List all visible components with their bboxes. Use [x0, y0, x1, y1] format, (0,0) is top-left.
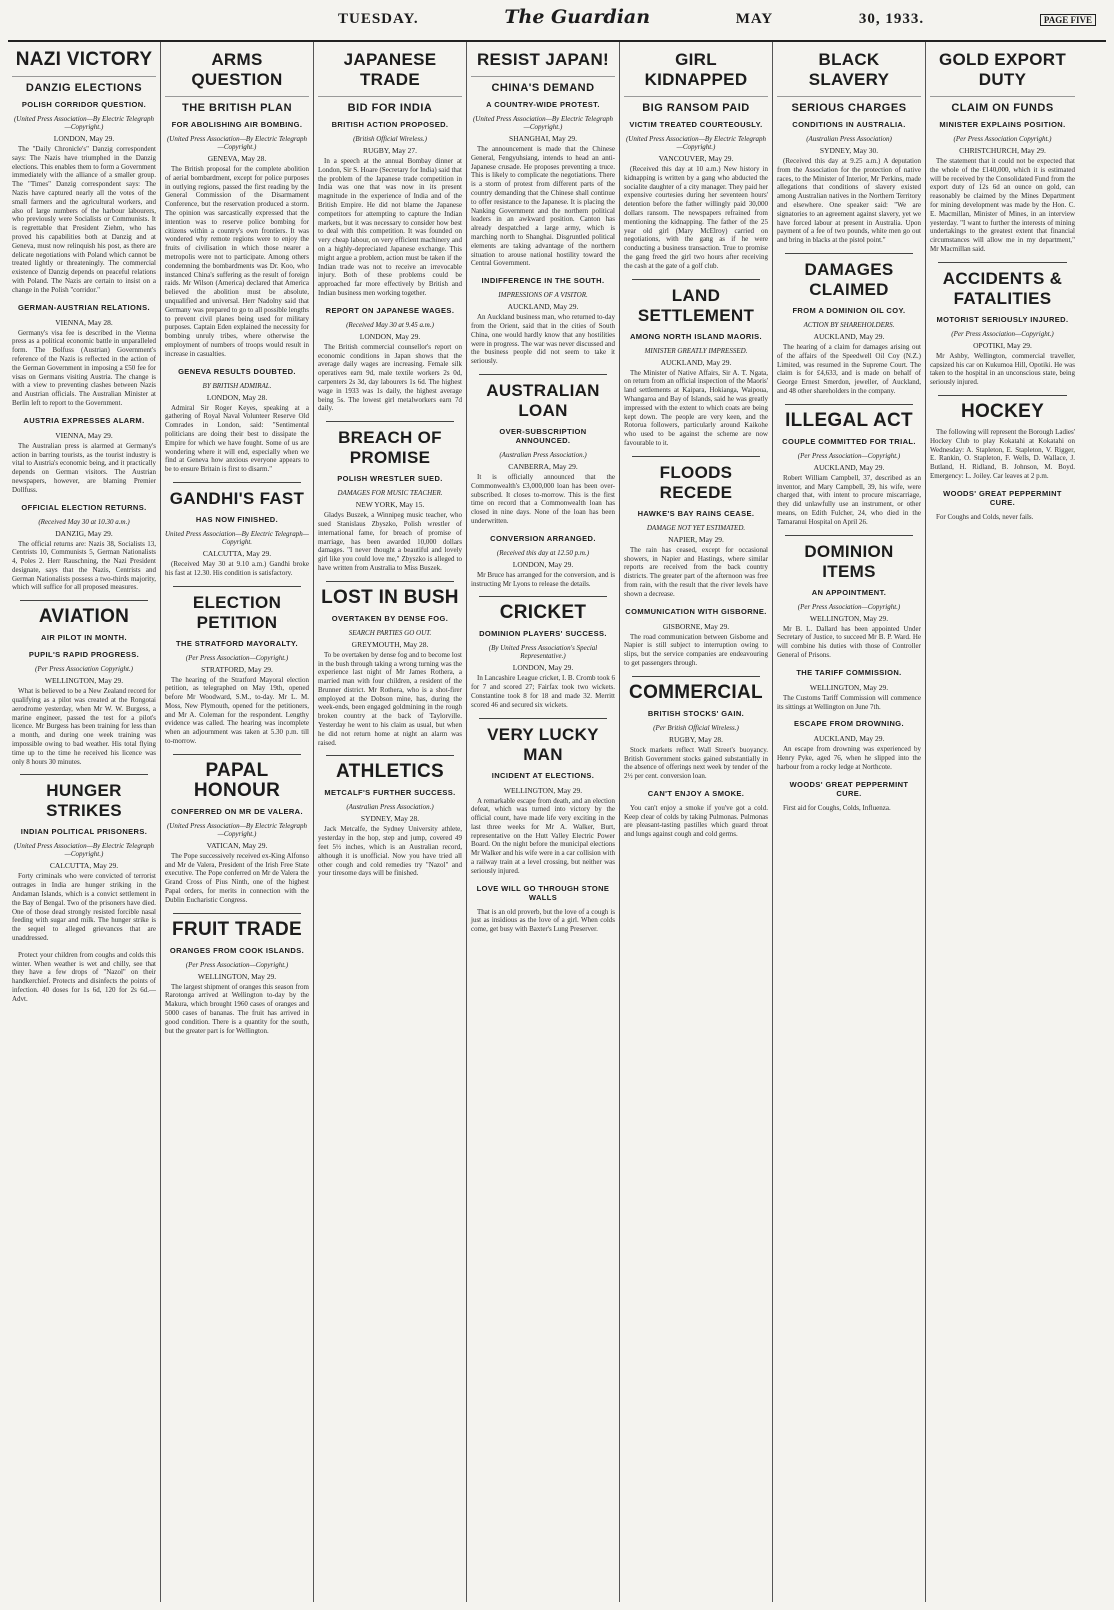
story-kicker: MOTORIST SERIOUSLY INJURED. [936, 314, 1069, 324]
story-kicker: A COUNTRY-WIDE PROTEST. [486, 100, 600, 109]
story-body: (Received May 30 at 9.10 a.m.) Gandhi broke his fast at 12.30. His condition is satisfactory. [165, 559, 309, 577]
story-kicker: CONFERRED ON MR DE VALERA. [171, 806, 303, 816]
story-divider [173, 913, 301, 914]
story-body: The Minister of Native Affairs, Sir A. T. Ngata, on return from an official inspection of the Maoris' land settlements at Kaipara, Hokianga, Waipoua, Whangaroa and Bay of Islands, said he was greatly impressed with the extent to which coats are being kept down. The people are very keen, and the Rotorua followers, particularly around Kaikohe who used to be against the scheme are now favourable to it. [624, 368, 768, 447]
story-dateline: OPOTIKI, May 29. [973, 340, 1032, 350]
story-headline: PAPAL HONOUR [193, 759, 281, 801]
news-story [12, 503, 156, 593]
story-body: It is officially announced that the Commonwealth's £3,000,000 loan has been over-subscribed. It closes to-morrow. This is the first time on record that a Commonwealth loan has closed in nine days. None of the loan has been underwritten. [471, 472, 615, 525]
story-headline: NAZI VICTORY [15, 49, 153, 70]
story-dateline: GENEVA, May 28. [207, 154, 267, 163]
story-credit: (Received May 30 at 10.30 a.m.) [38, 517, 130, 526]
story-dateline: WELLINGTON, May 29. [809, 682, 889, 692]
story-dateline: LONDON, May 29. [359, 331, 421, 341]
story-body: An escape from drowning was experienced by Henry Pyke, aged 76, when he slipped into the harbour from a rocky ledge at Northcote. [777, 745, 921, 771]
story-divider [173, 586, 301, 587]
story-body: Admiral Sir Roger Keyes, speaking at a gathering of Royal Naval Volunteer Reserve Old Comrades in London, said: "Sentimental politicians are doing their best to dissipate the Empire for which we have fought. Some of us are wondering where it will end, especially when we find at Geneva how anxious everyone appears to be to ensure Britain is first to disarm." [165, 403, 309, 474]
story-credit: (Received this day at 12.50 p.m.) [496, 548, 590, 557]
story-kicker: CONDITIONS IN AUSTRALIA. [792, 120, 906, 129]
news-story [777, 535, 921, 660]
story-headline: VERY LUCKY MAN [487, 724, 599, 764]
story-dateline: LONDON, May 29. [53, 134, 115, 143]
story-dateline: AUCKLAND, May 29. [813, 331, 885, 341]
story-kicker: AIR PILOT IN MONTH. [41, 633, 127, 643]
story-dateline: GISBORNE, May 29. [662, 621, 730, 631]
story-credit: (Australian Press Association.) [499, 450, 587, 459]
story-kicker: OVER-SUBSCRIPTION ANNOUNCED. [499, 426, 587, 445]
story-dateline: WELLINGTON, May 29. [503, 785, 583, 795]
news-story [318, 755, 462, 878]
story-credit: (Australian Press Association) [806, 135, 892, 143]
story-divider [938, 262, 1067, 263]
news-story [318, 50, 462, 298]
story-kicker: HAS NOW FINISHED. [195, 514, 279, 524]
news-story [777, 253, 921, 396]
story-dateline: VANCOUVER, May 29. [658, 154, 734, 163]
story-body: The "Daily Chronicle's" Danzig correspondent says: The Nazis have triumphed in the Danzig elections. This enables them to form a Government immediately with the alliance of a smaller group. The "Times" Danzig correspondent says: The Nazis have captured nearly all the votes of the small farmers and the agricultural workers, and also of large numbers of the harbour labourers, who previously were Socialists or Communists. It is regrettable that President Ziehm, who has proved his capabilities both at Danzig and at Geneva, must now relinquish his post, as there are delicate negotiations with Poland which cannot be treated lightly or threateningly. The commercial existence of Danzig depends on peaceful relations with Poland. The Nazis are certain to insist on a change in the Polish "corridor." [12, 145, 156, 294]
story-dateline: WELLINGTON, May 29. [44, 676, 124, 686]
story-body: The Australian press is alarmed at Germany's action in barring tourists, as the tourist industry is vital to Austria's economic being, and it practically depends on German visitors. The Austrian newspapers, however, are blaming Premier Dollfuss. [12, 441, 156, 494]
story-dateline: CANBERRA, May 29. [508, 461, 578, 471]
column-6 [773, 42, 926, 1602]
story-kicker: INDIAN POLITICAL PRISONERS. [20, 827, 148, 837]
column-1 [8, 42, 161, 1602]
story-headline: ILLEGAL ACT [785, 409, 913, 431]
story-kicker: HAWKE'S BAY RAINS CEASE. [637, 508, 755, 518]
story-kicker: POLISH WRESTLER SUED. [337, 474, 443, 484]
news-story [777, 404, 921, 527]
story-body: The Customs Tariff Commission will commence its sittings at Wellington on June 7th. [777, 693, 921, 711]
masthead-day: TUESDAY. [338, 11, 419, 27]
story-dateline: RUGBY, May 27. [362, 146, 418, 155]
story-kicker: AMONG NORTH ISLAND MAORIS. [629, 331, 763, 341]
story-body: The official returns are: Nazis 38, Socialists 13, Centrists 10, Communists 5, German Nationalists 4, Poles 2. Herr Rauschning, the Nazi President designate, says that the Nazis, Centrists and German Nationalists possess a two-thirds majority, which will suffice for all proposed measures. [12, 539, 156, 592]
column-3 [314, 42, 467, 1602]
story-divider [479, 718, 607, 719]
news-story [624, 456, 768, 599]
story-credit: DAMAGE NOT YET ESTIMATED. [646, 523, 746, 532]
story-kicker: OFFICIAL ELECTION RETURNS. [21, 502, 147, 512]
story-credit: (United Press Association—By Electric Telegraph—Copyright.) [166, 821, 308, 838]
story-kicker: REPORT ON JAPANESE WAGES. [325, 305, 455, 315]
news-story [930, 50, 1075, 254]
story-headline: ARMS QUESTION [191, 50, 283, 89]
story-kicker: CAN'T ENJOY A SMOKE. [647, 788, 745, 798]
story-credit: (United Press Association—By Electric Telegraph—Copyright.) [625, 135, 767, 151]
news-story [777, 719, 921, 771]
story-divider [173, 482, 301, 483]
story-credit: (Per Press Association Copyright.) [953, 135, 1052, 143]
story-dateline: CHRISTCHURCH, May 29. [959, 146, 1046, 155]
story-headline: GANDHI'S FAST [169, 488, 305, 508]
story-body: In a speech at the annual Bombay dinner at London, Sir S. Hoare (Secretary for India) said that the problem of the Japanese trade competition in India was one that was now in its present magnitude in the experience of India and of the British Empire. He did not blame the Japanese competitors for attempting to capture the Indian markets, but it was necessary to consider how best to deal with this competition. It was founded on very cheap labour, on very efficient machinery and on a highly-depreciated Japanese exchange. This might argue a problem, action must be taken if the Indian trade was not to receive an irrevocable injury. Both of these problems could be approached far more effectively by British and Indian business men working together. [318, 157, 462, 297]
story-body: That is an old proverb, but the love of a cough is just as insidious as the love of a girl. When colds come, get busy with Baxter's Lung Preserver. [471, 907, 615, 934]
story-headline: COMMERCIAL [629, 681, 763, 703]
story-dateline: CALCUTTA, May 29. [49, 861, 119, 871]
story-credit: (Per Press Association—Copyright.) [185, 653, 289, 662]
news-story [777, 50, 921, 245]
story-headline: HUNGER STRIKES [46, 781, 122, 821]
story-headline: LOST IN BUSH [321, 586, 459, 608]
story-headline: GOLD EXPORT DUTY [938, 50, 1067, 89]
story-body: (Received this day at 9.25 a.m.) A deputation from the Association for the protection of native races, to the Minister of Interior, Mr Perkins, made allegations that conditions of slavery existed among Australian natives in the Northern Territory and elsewhere. One speaker said: "We are signatories to an agreement against slavery, yet we have forced labour at present in Australia. Upon payment of a fee of two pounds, white men go out and bring in blacks at the pistol point." [777, 157, 921, 245]
story-body: Robert William Campbell, 37, described as an inventor, and Mary Campbell, 39, his wife, were charged that, with intent to procure miscarriage, they did unlawfully use an instrument, or other means, on Edith Fulcher, 24, who died in the Tamaranui Hospital on April 26. [777, 473, 921, 526]
story-credit: (Per Press Association—Copyright.) [797, 451, 901, 460]
story-body: The hearing of a claim for damages arising out of the affairs of the Speedwell Oil Coy (N.Z.) Limited, was resumed in the Supreme Court. The claim is for £4,633, and is made on behalf of George Ernest Smerdon, jeweller, of Auckland, and 48 other shareholders in the company. [777, 342, 921, 395]
story-divider [785, 253, 913, 254]
story-credit: (United Press Association—By Electric Telegraph—Copyright.) [13, 115, 155, 131]
masthead-month: MAY [735, 11, 774, 27]
column-7 [926, 42, 1079, 1602]
story-body: The Pope successively received ex-King Alfonso and Mr de Valera, President of the Irish Free State executive. The Pope conferred on Mr de Valera the Grand Cross of Pius Ninth, one of the highest Papal orders, for merits in connection with the Dublin Eucharistic Congress. [165, 851, 309, 904]
story-kicker: COUPLE COMMITTED FOR TRIAL. [782, 436, 916, 446]
story-body: The British proposal for the complete abolition of aerial bombardment, except for police purposes in outlying regions, passed the first reading by the General Commission of the Disarmament Conference, but the reservation produced a storm. The opinion was sarcastically expressed that the intention was to reserve police bombing for citizens within a country's own frontiers. It was wondered why remote regions were to enjoy the fruits of civilisation in which those nearer a metropolis were not to participate. Among others condemning the bombardments was Dr. Koo, who instanced China's suffering as the result of foreign raids. Mr Wilson (America) declared that America believed the abolition must be absolute, unqualified and universal. Herr Nadolny said that Germany was prepared to go to all possible lengths to prevent civil planes being used for military purposes. Captain Eden explained the necessity for bombing unruly tribes, where otherwise the employment of numbers of troops would result in increase in casualties. [165, 165, 309, 358]
story-kicker: AUSTRIA EXPRESSES ALARM. [23, 415, 145, 425]
story-dateline: LONDON, May 29. [512, 663, 574, 673]
story-dateline: VATICAN, May 29. [206, 840, 268, 850]
story-divider [20, 774, 148, 775]
story-kicker: DOMINION PLAYERS' SUCCESS. [479, 629, 607, 639]
story-dateline: AUCKLAND, May 29. [660, 357, 732, 367]
story-body: Stock markets reflect Wall Street's buoyancy. British Government stocks gained substantially in the absence of offerings next week by tender of the 2½ per cent. conversion loan. [624, 745, 768, 781]
story-kicker: INCIDENT AT ELECTIONS. [491, 770, 595, 780]
story-dateline: NAPIER, May 29. [668, 534, 724, 544]
masthead-date: 30, 1933. [858, 11, 925, 27]
story-dateline: SHANGHAI, May 29. [509, 134, 577, 143]
story-credit: United Press Association—By Electric Telegraph—Copyright. [165, 529, 310, 546]
story-kicker: THE TARIFF COMMISSION. [796, 667, 902, 677]
story-headline: AVIATION [38, 606, 130, 628]
story-headline: CRICKET [499, 602, 587, 624]
news-story [471, 884, 615, 934]
story-credit: (United Press Association—By Electric Telegraph—Copyright.) [13, 842, 155, 859]
column-2 [161, 42, 314, 1602]
story-headline: LAND SETTLEMENT [637, 285, 755, 325]
story-dateline: GREYMOUTH, May 28. [351, 639, 429, 649]
story-kicker: LOVE WILL GO THROUGH STONE WALLS [476, 883, 610, 902]
story-body: A remarkable escape from death, and an election defeat, which was turned into victory by the official count, have made life very exciting in the last three weeks for Mr A. Walker, Burt, representative on the Hutt Valley Electric Power Board. On the night before the municipal elections Mr Walker and his wife were in a car collision with a railway train at a level crossing, but neither was seriously injured. [471, 796, 615, 875]
story-dateline: AUCKLAND, May 29. [813, 462, 885, 472]
story-body: An Auckland business man, who returned to-day from the Orient, said that in the cities of South China, one would hardly know that any hostilities were in progress. The war was never discussed and the business people did not seem to take it seriously. [471, 313, 615, 366]
news-story [12, 303, 156, 408]
page-number: PAGE FIVE [1040, 14, 1096, 26]
news-story [471, 596, 615, 709]
news-story [777, 668, 921, 712]
news-columns [8, 42, 1106, 1602]
story-kicker: AN APPOINTMENT. [811, 587, 887, 597]
news-story [624, 279, 768, 448]
news-story [930, 262, 1075, 387]
story-divider [632, 279, 760, 280]
story-body: Mr Bruce has arranged for the conversion, and is instructing Mr Lyons to release the details. [471, 570, 615, 588]
story-kicker: BRITISH STOCKS' GAIN. [647, 708, 745, 718]
story-kicker: MINISTER EXPLAINS POSITION. [939, 120, 1066, 129]
story-credit: (United Press Association—By Electric Telegraph—Copyright.) [166, 135, 308, 151]
story-credit: (Per British Official Wireless.) [653, 723, 739, 732]
story-body: Mr B. L. Dallard has been appointed Under Secretary of Justice, to succeed Mr B. P. Ward. He will combine his duties with those of Controller General of Prisons. [777, 624, 921, 659]
story-headline: DOMINION ITEMS [804, 541, 894, 581]
story-headline: DAMAGES CLAIMED [804, 259, 894, 299]
news-story [930, 489, 1075, 522]
column-4 [467, 42, 620, 1602]
story-subheading: BIG RANSOM PAID [624, 96, 768, 114]
news-story [318, 306, 462, 413]
story-dateline: DANZIG, May 29. [55, 528, 113, 538]
story-kicker: VICTIM TREATED COURTEOUSLY. [629, 120, 763, 129]
story-dateline: RUGBY, May 28. [668, 734, 724, 744]
news-story [165, 754, 309, 905]
news-story [930, 395, 1075, 481]
story-kicker: INDIFFERENCE IN THE SOUTH. [481, 276, 605, 286]
news-story [12, 650, 156, 766]
story-dateline: VIENNA, May 28. [55, 317, 113, 327]
story-body: You can't enjoy a smoke if you've got a cold. Keep clear of colds by taking Pulmonas. Pulmonas are pleasant-tasting pastilles which guard throat and lungs against cough and cold germs. [624, 803, 768, 839]
story-divider [632, 456, 760, 457]
story-headline: GIRL KIDNAPPED [644, 50, 748, 89]
story-subheading: CHINA'S DEMAND [471, 76, 615, 94]
story-divider [785, 404, 913, 405]
story-subheading: BID FOR INDIA [318, 96, 462, 114]
story-dateline: CALCUTTA, May 29. [202, 548, 272, 558]
story-kicker: THE STRATFORD MAYORALTY. [176, 638, 298, 648]
story-dateline: NEW YORK, May 15. [355, 500, 425, 510]
story-credit: BY BRITISH ADMIRAL. [202, 381, 272, 390]
story-body: The statement that it could not be expected that the whole of the £140,000, which it is estimated will be received by the Consolidated Fund from the export duty of 12s 6d an ounce on gold, can reasonably be claimed by the Mines Department for mining development was made by the Hon. C. E. Macmillan, Minister of Mines, in an interview yesterday. "I want to further the interests of mining undertakings to the greatest extent that financial circumstances will allow me in my department," Mr Macmillan said. [930, 157, 1075, 253]
story-dateline: LONDON, May 29. [512, 559, 574, 569]
news-story [624, 789, 768, 839]
masthead [8, 6, 1106, 42]
story-credit: (United Press Association—By Electric Telegraph—Copyright.) [472, 115, 614, 131]
story-kicker: POLISH CORRIDOR QUESTION. [21, 100, 147, 109]
news-story [777, 780, 921, 813]
news-story [471, 534, 615, 589]
story-headline: ATHLETICS [336, 761, 444, 783]
story-body: Protect your children from coughs and colds this winter. When weather is wet and chilly, see that they have a few drops of "Nazol" on their handkerchief. Protects and disinfects the points of infection. 40 doses for 1s 6d, 120 for 2s 6d.—Advt. [12, 950, 156, 1003]
story-divider [938, 395, 1067, 396]
news-story [12, 600, 156, 642]
story-body: In Lancashire League cricket, I. B. Cromb took 6 for 7 and scored 27; Fairfax took two wickets. Constantine took 8 for 18 and made 32. Merritt scored 46 and secured six wickets. [471, 674, 615, 709]
story-credit: SEARCH PARTIES GO OUT. [348, 628, 432, 637]
story-credit: ACTION BY SHAREHOLDERS. [803, 320, 895, 329]
story-headline: FLOODS RECEDE [659, 462, 733, 502]
news-story [318, 581, 462, 748]
story-dateline: VIENNA, May 29. [55, 430, 113, 440]
news-story [471, 718, 615, 876]
news-story [471, 374, 615, 526]
story-dateline: WELLINGTON, May 29. [809, 613, 889, 623]
story-divider [479, 374, 607, 375]
story-headline: JAPANESE TRADE [343, 50, 437, 89]
story-credit: MINISTER GREATLY IMPRESSED. [644, 346, 748, 355]
story-kicker: GERMAN-AUSTRIAN RELATIONS. [18, 302, 150, 312]
story-kicker: METCALF'S FURTHER SUCCESS. [324, 788, 456, 798]
story-credit: (By United Press Association's Special Representative.) [488, 644, 598, 661]
story-headline: AUSTRALIAN LOAN [486, 380, 600, 420]
story-kicker: WOODS' GREAT PEPPERMINT CURE. [943, 488, 1062, 507]
story-divider [173, 754, 301, 755]
story-body: Gladys Buszek, a Winnipeg music teacher, who sued Stanislaus Zbyszko, Polish wrestler of international fame, for breach of promise of marriage, has been awarded 10,000 dollars damages. "I never thought a beautiful and lovely girl like you could love me," Zbyszko is alleged to have written from Australia to Miss Buszek. [318, 511, 462, 572]
story-subheading: CLAIM ON FUNDS [930, 96, 1075, 114]
story-divider [479, 596, 607, 597]
news-story [471, 50, 615, 268]
story-kicker: COMMUNICATION WITH GISBORNE. [625, 606, 767, 616]
story-subheading: SERIOUS CHARGES [777, 96, 921, 114]
story-dateline: SYDNEY, May 28. [360, 814, 420, 824]
story-credit: (Per Press Association—Copyright.) [185, 960, 289, 969]
story-divider [326, 581, 454, 582]
story-body: Jack Metcalfe, the Sydney University athlete, yesterday in the hop, step and jump, covered 49 feet 5½ inches, which is an Australian record, although it is unofficial. Now you have tried all other cough and cold remedies try "Nazol" and your tiresome days will be finished. [318, 825, 462, 878]
story-kicker: GENEVA RESULTS DOUBTED. [178, 366, 296, 376]
story-subheading: DANZIG ELECTIONS [12, 76, 156, 94]
story-dateline: WELLINGTON, May 29. [197, 971, 277, 981]
story-kicker: ORANGES FROM COOK ISLANDS. [169, 945, 305, 955]
story-body: To be overtaken by dense fog and to become lost in the bush through taking a wrong turning was the experience last night of Mr James Rothera, a married man with four children, a resident of the Brunner district. Mr Rothera, who is a shot-firer employed at the Dobson mine, has, during the week-ends, been engaged goldmining in the rough broken country at the back of Taylorville. Yesterday he went to his claim as usual, but when he did not return home at night an alarm was raised. [318, 650, 462, 747]
news-story [165, 586, 309, 746]
story-dateline: LONDON, May 28. [206, 392, 268, 402]
news-story [165, 367, 309, 474]
story-body: Mr Ashby, Wellington, commercial traveller, capsized his car on Kukumoa Hill, Opotiki. He was taken to the hospital in an unconscious state, being seriously injured. [930, 351, 1075, 387]
story-body: The rain has ceased, except for occasional showers, in Napier and Hastings, where similar reports are received from the back country districts. The greater part of the afternoon was free from rain, with the result that the river levels have shown a decrease. [624, 545, 768, 598]
newspaper-title: The Guardian [504, 6, 651, 28]
news-story [165, 482, 309, 578]
story-kicker: OVERTAKEN BY DENSE FOG. [331, 613, 449, 623]
story-body: The announcement is made that the Chinese General, Fengyuhsiang, intends to head an anti-Japanese crusade. He proposes preventing a truce. This is likely to complicate the negotiations. There is a storm of protest from different parts of the country demanding that the Chinese shall continue to offer resistance to the Japanese. It is placing the Nanking Government and the northern political leaders in an awkward position. Canton has already despatched a large army, which is marching north to Shanghai. Disgruntled political elements are taking advantage of the northern situation to arouse national hostility toward the Central Government. [471, 145, 615, 268]
story-body: Forty criminals who were convicted of terrorist outrages in India are hunger striking in the Andaman Islands, which is a convict settlement in the Bay of Bengal. Two of the prisoners have died. One of those dead strongly resisted forcible nasal feeding with sugar and milk. The hunger strike is the sequel to alleged grievances that are unaddressed. [12, 872, 156, 943]
story-dateline: AUCKLAND, May 29. [813, 734, 885, 744]
story-headline: ACCIDENTS & FATALITIES [942, 268, 1063, 308]
story-kicker: WOODS' GREAT PEPPERMINT CURE. [789, 779, 909, 798]
story-body: (Received this day at 10 a.m.) New history in kidnapping is written by a gang who abducted the socialite daughter of a city manager. They paid her expensive courtesies during her seventeen hours' detention before the father willingly paid 30,000 dollars ransom. The newspapers refrained from mentioning the kidnapping. The father of the 25 year old girl (Mary McElroy) carried on negotiations, with the gang as if he were conducting a business transaction. True to promise the gang freed the girl two hours after receiving the cash at the gate of a golf club. [624, 165, 768, 270]
story-credit: (British Official Wireless.) [353, 135, 427, 143]
story-credit: IMPRESSIONS OF A VISITOR. [498, 291, 588, 300]
news-story [318, 421, 462, 573]
story-credit: (Per Press Association—Copyright.) [951, 329, 1054, 338]
news-story [12, 951, 156, 1004]
story-divider [326, 421, 454, 422]
story-body: What is believed to be a New Zealand record for qualifying as a pilot was created at the Rongotai aerodrome yesterday, when Mr W. W. Burgess, a marine engineer, passed the test for a pilot's licence. Mr Burgess has been training for less than a month, and during one week training was impossible owing to bad weather. His total flying time up to the time he received his licence was only 8 hours 30 minutes. [12, 687, 156, 766]
news-story [12, 50, 156, 295]
story-dateline: AUCKLAND, May 29. [507, 302, 579, 312]
column-5 [620, 42, 773, 1602]
story-headline: RESIST JAPAN! [476, 50, 610, 69]
story-headline: BLACK SLAVERY [808, 50, 890, 89]
story-body: Germany's visa fee is described in the Vienna press as a political economic battle in unparalleled form. The Bolfuss (Austrian) Government's reference of the Nazis is reflected in the action of the German Government in imposing a £50 fee for visas on Germans visiting Austria. The change is with a view to preventing clashes between Nazis and Austrian officials. The Australian Minister at Berlin left to report to the Government. [12, 328, 156, 407]
story-body: The following will represent the Borough Ladies' Hockey Club to play Kokatahi at Kokatahi on Wednesday: A. Stapleton, E. Stapleton, V. Rigger, E. Rankin, O. Stapleton, F. Wells, D. Wallace, J. Butland, H. Ridland, B. Johnson, M. Boyd. Emergency: L. Joiley. Car leaves at 2 p.m. [930, 427, 1075, 480]
news-story [624, 676, 768, 781]
news-story [165, 913, 309, 1036]
story-credit: (Received May 30 at 9.45 a.m.) [346, 320, 434, 329]
story-headline: BREACH OF PROMISE [338, 428, 442, 468]
story-kicker: PUPIL'S RAPID PROGRESS. [28, 650, 140, 660]
story-credit: DAMAGES FOR MUSIC TEACHER. [337, 489, 443, 498]
news-story [624, 607, 768, 668]
story-credit: (Per Press Association Copyright.) [35, 665, 133, 674]
news-story [471, 276, 615, 366]
story-dateline: SYDNEY, May 30. [819, 146, 879, 155]
story-divider [326, 755, 454, 756]
story-body: First aid for Coughs, Colds, Influenza. [783, 803, 891, 812]
story-body: The hearing of the Stratford Mayoral election petition, as telegraphed on May 19th, opened before Mr Woodward, S.M., to-day. Mr L. M. Moss, New Plymouth, opened for the petitioners, and Mr A. Coleman for the respondent. Lengthy evidence was called. The hearing was incomplete when an adjournment was taken at 5.30 p.m. till to-morrow. [165, 675, 309, 746]
story-divider [785, 535, 913, 536]
story-credit: (Australian Press Association.) [346, 803, 434, 812]
news-story [12, 416, 156, 495]
story-headline: FRUIT TRADE [172, 918, 302, 940]
news-story [165, 50, 309, 359]
story-headline: HOCKEY [960, 400, 1045, 422]
story-kicker: BRITISH ACTION PROPOSED. [331, 120, 449, 129]
story-divider [632, 676, 760, 677]
story-subheading: THE BRITISH PLAN [165, 96, 309, 114]
news-story [12, 774, 156, 942]
story-body: The road communication between Gisborne and Napier is still subject to interruption owing to slips, but the service companies are endeavouring to get passengers through. [624, 632, 768, 667]
story-headline: ELECTION PETITION [192, 592, 282, 632]
story-kicker: ESCAPE FROM DROWNING. [793, 719, 905, 729]
story-kicker: FROM A DOMINION OIL COY. [792, 305, 906, 315]
story-kicker: CONVERSION ARRANGED. [490, 533, 596, 543]
story-kicker: FOR ABOLISHING AIR BOMBING. [171, 120, 303, 129]
news-story [624, 50, 768, 271]
story-body: The British commercial counsellor's report on economic conditions in Japan shows that the average daily wages are increasing. Female silk operatives earn 9d, male textile workers 2s 0d, carpenters 2s 3d, day labourers 1s 6d. The highest wage in 1933 was 1s daily, the highest average being 5s. The lowest girl metalworkers earn 7d daily. [318, 342, 462, 413]
story-body: The largest shipment of oranges this season from Rarotonga arrived at Wellington to-day by the Makura, which brought 1960 cases of oranges and 5000 cases of bananas. The fruit has arrived in good condition. There is a quantity for the south, but the greater part is for Wellington. [165, 982, 309, 1035]
story-divider [20, 600, 148, 601]
story-dateline: STRATFORD, May 29. [201, 664, 273, 674]
story-body: For Coughs and Colds, never fails. [936, 512, 1034, 521]
story-credit: (Per Press Association—Copyright.) [797, 602, 901, 611]
